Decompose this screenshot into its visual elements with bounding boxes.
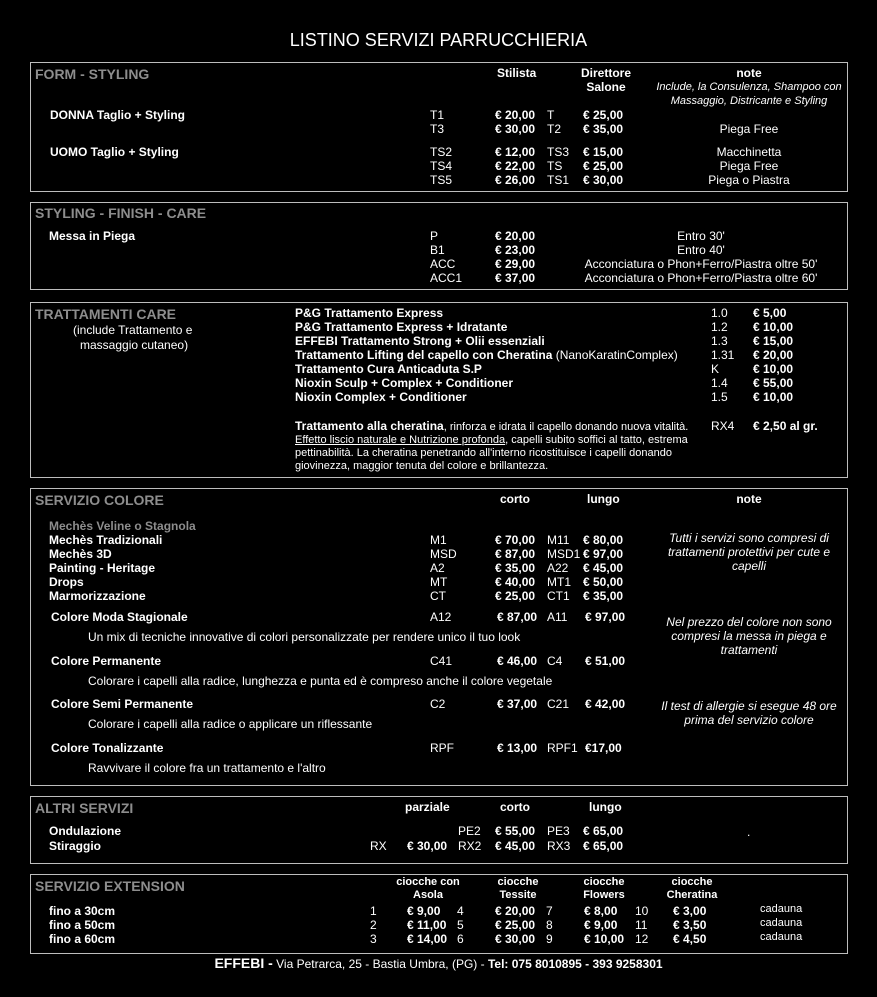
section-heading: SERVIZIO COLORE — [35, 492, 164, 508]
code-lungo: RPF1 — [547, 741, 578, 755]
code-lungo: C4 — [547, 654, 563, 668]
stiraggio-label: Stiraggio — [49, 839, 102, 853]
code-flowers: 8 — [546, 918, 553, 932]
price-corto: € 40,00 — [495, 575, 536, 589]
code-lungo: CT1 — [547, 589, 570, 603]
stiraggio-price-corto: € 45,00 — [495, 839, 536, 853]
trattamento-row — [295, 306, 443, 320]
colore-moda-desc: Un mix di tecniche innovative di colori personalizzate per rendere unico il tuo look — [88, 630, 521, 644]
colore-semi-name: Colore Semi Permanente — [51, 697, 194, 711]
section-heading: FORM - STYLING — [35, 66, 150, 82]
price-lungo: € 80,00 — [583, 533, 624, 547]
row-note: Piega o Piastra — [708, 173, 790, 187]
unit-cadauna: cadauna — [760, 917, 803, 929]
trattamento-code: K — [711, 362, 720, 376]
price-direttore: € 15,00 — [583, 145, 624, 159]
trattamento-name: Trattamento Lifting del capello con Cheratina — [295, 348, 553, 362]
col-corto: corto — [500, 492, 530, 506]
code-tessite: 5 — [457, 918, 464, 932]
trattamento-name: Nioxin Sculp + Complex + Conditioner — [295, 376, 514, 390]
extension-col-header: ciocche Tessite — [497, 876, 539, 901]
code-corto: M1 — [430, 533, 447, 547]
stiraggio-price-parziale: € 30,00 — [407, 839, 448, 853]
code-lungo: A11 — [547, 610, 568, 624]
col-note: note — [736, 492, 762, 506]
price-corto: € 25,00 — [495, 589, 536, 603]
code-asola: 2 — [370, 918, 377, 932]
footer-tel: Tel: 075 8010895 - 393 9258301 — [487, 957, 663, 971]
colore-tonal-name: Colore Tonalizzante — [51, 741, 164, 755]
price-asola: € 14,00 — [407, 932, 448, 946]
code-tessite: 4 — [457, 904, 464, 918]
code-flowers: 7 — [546, 904, 553, 918]
section-altri — [30, 796, 848, 864]
cheratina-price: € 2,50 al gr. — [753, 419, 818, 433]
price-corto: € 37,00 — [497, 697, 538, 711]
donna-label: DONNA Taglio + Styling — [50, 108, 186, 122]
price-cheratina: € 3,50 — [673, 918, 707, 932]
col-note: note — [736, 66, 762, 80]
meches-name: Marmorizzazione — [49, 589, 146, 603]
trattamento-row — [295, 376, 513, 390]
section-heading: SERVIZIO EXTENSION — [35, 878, 185, 894]
row-note: Macchinetta — [716, 145, 782, 159]
price-lungo: € 42,00 — [585, 697, 626, 711]
code-lungo: A22 — [547, 561, 569, 575]
trattamento-code: 1.4 — [711, 376, 728, 390]
trattamento-price: € 10,00 — [753, 320, 794, 334]
stiraggio-price-lungo: € 65,00 — [583, 839, 624, 853]
code-lungo: MSD1 — [547, 547, 581, 561]
meches-name: Drops — [49, 575, 84, 589]
meches-name: Painting - Heritage — [49, 561, 156, 575]
cheratina-line4: giovinezza, maggior tenuta del colore e brillantezza. — [295, 460, 549, 472]
code-corto: RPF — [430, 741, 454, 755]
trattamento-code: 1.0 — [711, 306, 728, 320]
col-corto: corto — [500, 800, 530, 814]
row-note: Piega Free — [719, 159, 779, 173]
price-corto: € 70,00 — [495, 533, 536, 547]
price-cheratina: € 4,50 — [673, 932, 707, 946]
price-flowers: € 10,00 — [584, 932, 625, 946]
code-stilista: T1 — [430, 108, 445, 122]
code-stilista: T3 — [430, 122, 445, 136]
piega-code: ACC — [430, 257, 456, 271]
price-direttore: € 35,00 — [583, 122, 624, 136]
price-stilista: € 30,00 — [495, 122, 536, 136]
extension-length: fino a 60cm — [49, 932, 116, 946]
piega-note: Entro 40' — [677, 243, 725, 257]
colore-permanente-desc: Colorare i capelli alla radice, lunghezza e punta ed è compreso anche il colore vegetale — [88, 674, 553, 688]
price-tessite: € 20,00 — [495, 904, 536, 918]
section-colore — [30, 488, 848, 786]
trattamento-price: € 55,00 — [753, 376, 794, 390]
code-corto: MT — [430, 575, 448, 589]
trattamento-row — [295, 348, 678, 362]
code-corto: A12 — [430, 610, 452, 624]
price-stilista: € 26,00 — [495, 173, 536, 187]
note-text: Include, la Consulenza, Shampoo con Massaggio, Districante e Styling — [656, 81, 842, 107]
code-lungo: C21 — [547, 697, 570, 711]
price-cheratina: € 3,00 — [673, 904, 707, 918]
unit-cadauna: cadauna — [760, 903, 803, 915]
ondulazione-price-lungo: € 65,00 — [583, 824, 624, 838]
piega-price: € 20,00 — [495, 229, 536, 243]
code-direttore: TS3 — [547, 145, 570, 159]
section-extension — [30, 874, 848, 954]
footer-address: Via Petrarca, 25 - Bastia Umbra, (PG) - — [272, 957, 488, 971]
code-corto: C2 — [430, 697, 446, 711]
section-heading: TRATTAMENTI CARE — [35, 306, 177, 322]
price-corto: € 87,00 — [495, 547, 536, 561]
cheratina-line1 — [295, 419, 688, 433]
price-corto: € 87,00 — [497, 610, 538, 624]
price-stilista: € 22,00 — [495, 159, 536, 173]
code-flowers: 9 — [546, 932, 553, 946]
trattamento-row — [295, 390, 467, 404]
cheratina-code: RX4 — [711, 419, 735, 433]
extension-length: fino a 50cm — [49, 918, 116, 932]
trattamento-price: € 5,00 — [753, 306, 787, 320]
trattamento-code: 1.3 — [711, 334, 728, 348]
piega-code: P — [430, 229, 439, 243]
trattamento-code: 1.2 — [711, 320, 728, 334]
trattamento-name: Nioxin Complex + Conditioner — [295, 390, 467, 404]
price-stilista: € 12,00 — [495, 145, 536, 159]
code-asola: 3 — [370, 932, 377, 946]
cheratina-line3: pettinabilità. La cheratina penetrando all'interno ricostituisce i capelli donando — [295, 447, 672, 459]
stiraggio-code-lungo: RX3 — [547, 839, 571, 853]
colore-tonal-desc: Ravvivare il colore fra un trattamento e l'altro — [88, 761, 326, 775]
price-direttore: € 25,00 — [583, 159, 624, 173]
extension-col-header: ciocche Flowers — [583, 876, 625, 901]
code-corto: C41 — [430, 654, 453, 668]
col-stilista: Stilista — [497, 66, 537, 80]
extension-length: fino a 30cm — [49, 904, 116, 918]
stiraggio-code-corto: RX2 — [458, 839, 482, 853]
price-direttore: € 25,00 — [583, 108, 624, 122]
unit-cadauna: cadauna — [760, 931, 803, 943]
price-corto: € 13,00 — [497, 741, 538, 755]
code-stilista: TS4 — [430, 159, 453, 173]
dot: . — [747, 825, 751, 839]
colore-note-3: Il test di allergie si esegue 48 ore prima del servizio colore — [661, 699, 837, 727]
code-cheratina: 10 — [635, 904, 649, 918]
col-direttore: Direttore Salone — [580, 66, 631, 94]
stiraggio-code-parziale: RX — [370, 839, 387, 853]
code-stilista: TS2 — [430, 145, 453, 159]
trattamento-code: 1.31 — [711, 348, 735, 362]
trattamento-name: Trattamento Cura Anticaduta S.P — [295, 362, 482, 376]
colore-semi-desc: Colorare i capelli alla radice o applicare un riflessante — [88, 717, 373, 731]
section-styling-finish — [30, 202, 848, 290]
trattamento-name: EFFEBI Trattamento Strong + Olii essenziali — [295, 334, 545, 348]
price-tessite: € 25,00 — [495, 918, 536, 932]
colore-moda-name: Colore Moda Stagionale — [51, 610, 188, 624]
extension-col-header: ciocche Cheratina — [666, 876, 718, 901]
extension-col-header: ciocche con Asola — [396, 876, 460, 901]
cheratina-title: Trattamento alla cheratina — [295, 419, 444, 433]
col-lungo: lungo — [589, 800, 622, 814]
price-flowers: € 9,00 — [584, 918, 618, 932]
ondulazione-code-corto: PE2 — [458, 824, 481, 838]
code-tessite: 6 — [457, 932, 464, 946]
piega-code: B1 — [430, 243, 445, 257]
footer — [0, 955, 877, 971]
section-heading: STYLING - FINISH - CARE — [35, 205, 207, 221]
code-direttore: T — [547, 108, 555, 122]
piega-code: ACC1 — [430, 271, 463, 285]
trattamento-price: € 10,00 — [753, 390, 794, 404]
code-asola: 1 — [370, 904, 377, 918]
code-direttore: TS1 — [547, 173, 570, 187]
cheratina-line2 — [295, 434, 688, 446]
meches-name: Mechès 3D — [49, 547, 112, 561]
code-corto: MSD — [430, 547, 457, 561]
ondulazione-code-lungo: PE3 — [547, 824, 570, 838]
colore-note-1: Tutti i servizi sono compresi di trattamenti protettivi per cute e capelli — [667, 531, 831, 573]
trattamento-row — [295, 362, 482, 376]
trattamento-code: 1.5 — [711, 390, 728, 404]
price-lungo: € 35,00 — [583, 589, 624, 603]
piega-note: Acconciatura o Phon+Ferro/Piastra oltre 50' — [584, 257, 818, 271]
price-lungo: € 45,00 — [583, 561, 624, 575]
code-cheratina: 11 — [635, 918, 648, 932]
price-lungo: € 50,00 — [583, 575, 624, 589]
colore-note-2: Nel prezzo del colore non sono compresi la messa in piega e trattamenti — [666, 615, 832, 657]
ondulazione-label: Ondulazione — [49, 824, 121, 838]
trattamento-price: € 20,00 — [753, 348, 794, 362]
row-note: Piega Free — [719, 122, 779, 136]
piega-price: € 37,00 — [495, 271, 536, 285]
code-direttore: T2 — [547, 122, 562, 136]
trattamento-name: P&G Trattamento Express — [295, 306, 444, 320]
piega-price: € 29,00 — [495, 257, 536, 271]
code-stilista: TS5 — [430, 173, 453, 187]
price-asola: € 9,00 — [407, 904, 441, 918]
colore-permanente-name: Colore Permanente — [51, 654, 162, 668]
uomo-label: UOMO Taglio + Styling — [50, 145, 179, 159]
trattamento-price: € 10,00 — [753, 362, 794, 376]
section-form-styling — [30, 62, 848, 192]
meches-name: Mechès Tradizionali — [49, 533, 163, 547]
trattamento-price: € 15,00 — [753, 334, 794, 348]
piega-note: Entro 30' — [677, 229, 725, 243]
price-lungo: € 97,00 — [585, 610, 626, 624]
trattamento-extra: (NanoKaratinComplex) — [552, 348, 678, 362]
price-asola: € 11,00 — [407, 918, 447, 932]
ondulazione-price-corto: € 55,00 — [495, 824, 536, 838]
section-trattamenti — [30, 302, 848, 478]
price-lungo: € 51,00 — [585, 654, 626, 668]
code-lungo: MT1 — [547, 575, 571, 589]
price-corto: € 35,00 — [495, 561, 536, 575]
code-corto: CT — [430, 589, 446, 603]
meches-heading: Mechès Veline o Stagnola — [49, 519, 196, 533]
piega-note: Acconciatura o Phon+Ferro/Piastra oltre 60' — [584, 271, 818, 285]
page-title: LISTINO SERVIZI PARRUCCHIERIA — [289, 30, 588, 50]
price-stilista: € 20,00 — [495, 108, 536, 122]
cheratina-rest: , rinforza e idrata il capello donando nuova vitalità. — [443, 421, 689, 433]
col-parziale: parziale — [405, 800, 450, 814]
price-tessite: € 30,00 — [495, 932, 536, 946]
messa-in-piega-label: Messa in Piega — [49, 229, 136, 243]
footer-brand: EFFEBI - — [214, 955, 273, 971]
price-corto: € 46,00 — [497, 654, 538, 668]
col-lungo: lungo — [587, 492, 620, 506]
code-lungo: M11 — [547, 533, 570, 547]
trattamento-row — [295, 334, 545, 348]
price-lungo: € 97,00 — [583, 547, 624, 561]
price-lungo: €17,00 — [585, 741, 622, 755]
cheratina-line2a: Effetto liscio naturale e Nutrizione profonda — [295, 434, 506, 446]
trattamento-row — [295, 320, 507, 334]
trattamento-name: P&G Trattamento Express + Idratante — [295, 320, 508, 334]
code-cheratina: 12 — [635, 932, 649, 946]
section-heading: ALTRI SERVIZI — [35, 800, 134, 816]
price-flowers: € 8,00 — [584, 904, 618, 918]
price-direttore: € 30,00 — [583, 173, 624, 187]
trattamenti-sub2: massaggio cutaneo) — [80, 338, 189, 352]
cheratina-line2b: , capelli subito soffici al tatto, estrema — [505, 434, 688, 446]
trattamenti-sub1: (include Trattamento e — [73, 323, 193, 337]
code-corto: A2 — [430, 561, 445, 575]
code-direttore: TS — [547, 159, 563, 173]
piega-price: € 23,00 — [495, 243, 536, 257]
